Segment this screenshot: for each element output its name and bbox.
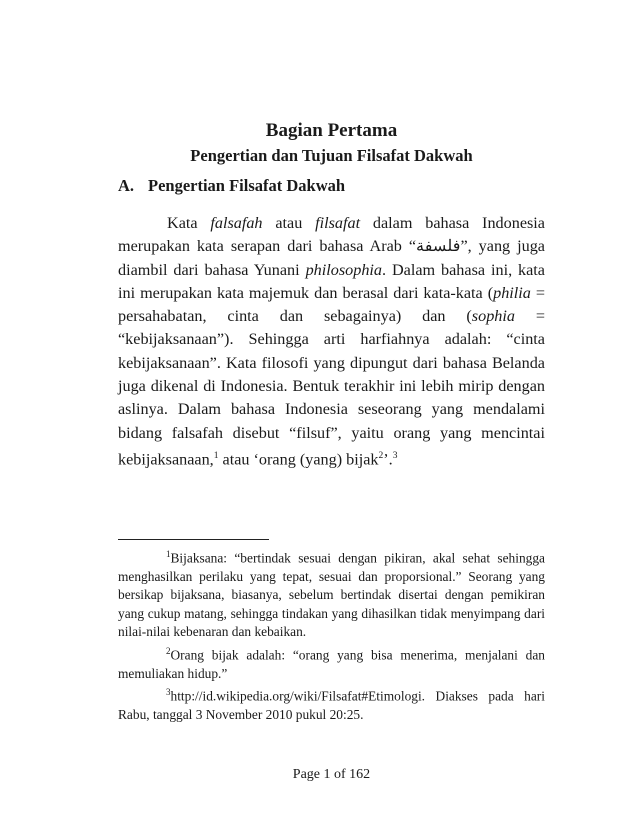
footnote-mark: 3 (166, 687, 171, 698)
text-run: . Dalam bahasa ini, kata ini merupakan kata majemuk dan berasal dari kata-kata ( (118, 260, 545, 302)
footnote-2 (118, 642, 545, 683)
footnote-1 (118, 545, 545, 642)
footnote-ref-2[interactable]: 2 (378, 450, 384, 461)
footnote-text: Bijaksana: “bertindak sesuai dengan pikiran, akal sehat sehingga menghasilkan perilaku yang tepat, sesuai dan proporsional.” Seorang yang bersikap bijaksana, biasanya, sebelum bertindak disertai dengan pemikiran yang cukup matang, sehingga tindakan yang dihasilkan tidak menyimpang dari nilai-nilai kebenaran dan kebaikan. (118, 550, 545, 640)
term-sophia: sophia (471, 307, 515, 326)
section-title: Pengertian Filsafat Dakwah (148, 176, 346, 195)
term-philia: philia (493, 283, 531, 302)
footnote-ref-3[interactable]: 3 (392, 450, 398, 461)
text-run: = “kebijaksanaan”). Sehingga arti harfiahnya adalah: “cinta kebijaksanaan”. Kata filosofi yang dipungut dari bahasa Belanda juga dikenal di Indonesia. Bentuk terakhir ini lebih mirip dengan aslinya. Dalam bahasa Indonesia seseorang yang mendalami bidang falsafah disebut “filsuf”, yaitu orang yang mencintai kebijaksanaan, (118, 307, 545, 469)
footnote-mark: 1 (166, 549, 171, 559)
text-run: dalam bahasa Indonesia merupakan kata serapan dari bahasa Arab “ (118, 214, 545, 256)
text-run: atau (262, 214, 316, 232)
text-run: = persahabatan, cinta dan sebagainya) dan ( (118, 283, 545, 326)
footnote-mark: 2 (166, 645, 171, 656)
section-number: A. (118, 176, 135, 195)
text-run: Kata (167, 214, 211, 232)
footnote-separator (118, 539, 269, 540)
footnote-ref-1[interactable]: 1 (213, 450, 219, 461)
text-run: atau ‘orang (yang) bijak (218, 450, 379, 469)
text-run: ”, yang juga diambil dari bahasa Yunani (118, 237, 545, 279)
term-philosophia: philosophia (305, 260, 383, 279)
text-run: ’. (383, 450, 393, 469)
chapter-subtitle: Pengertian dan Tujuan Filsafat Dakwah (190, 146, 473, 165)
page-number: Page 1 of 162 (292, 767, 371, 782)
chapter-title: Bagian Pertama (265, 120, 398, 141)
section-heading (118, 176, 545, 196)
arabic-term: فلسفة (416, 237, 461, 256)
footnotes (118, 545, 545, 725)
footnote-3 (118, 683, 545, 724)
term-filsafat: filsafat (315, 214, 361, 232)
body-paragraph (118, 212, 545, 472)
footnote-text: Orang bijak adalah: “orang yang bisa menerima, menjalani dan memuliakan hidup.” (118, 647, 545, 681)
footnote-text: http://id.wikipedia.org/wiki/Filsafat#Etimologi. Diakses pada hari Rabu, tanggal 3 November 2010 pukul 20:25. (118, 688, 545, 723)
term-falsafah: falsafah (210, 214, 263, 232)
